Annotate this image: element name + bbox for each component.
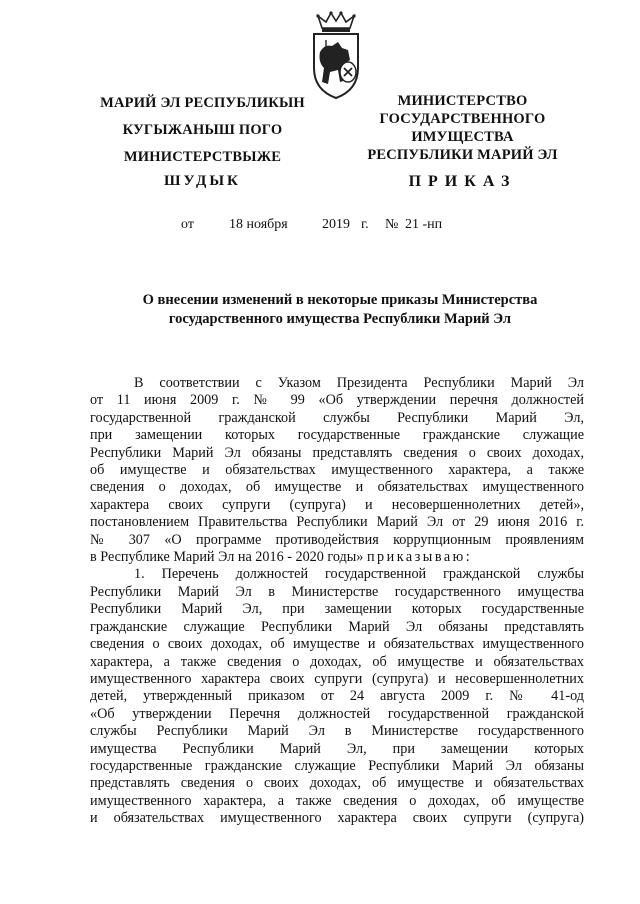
subject-line: государственного имущества Республики Марий Эл xyxy=(168,311,512,327)
body-line: Республики Марий Эл в Министерстве государственного имущества xyxy=(90,583,584,600)
body-line: «Об утверждении Перечня должностей государственной гражданской xyxy=(90,705,584,722)
date-value: 18 ноября xyxy=(229,217,288,232)
order-word: приказываю: xyxy=(366,549,473,566)
body-line: при замещении которых государственные гражданские служащие xyxy=(90,427,584,444)
body-line: 1. Перечень должностей государственной гражданской службы xyxy=(134,566,584,583)
body-line: имущественного характера, а также сведения о доходах, об имуществе xyxy=(90,792,584,809)
doc-type-marid: ШУДЫК xyxy=(164,173,241,189)
header-left-org xyxy=(90,92,315,173)
header-right-org xyxy=(355,92,570,164)
year-value: 2019 xyxy=(322,217,350,232)
header-right-line: МИНИСТЕРСТВО xyxy=(397,93,528,109)
order-subject xyxy=(80,291,600,329)
body-line: службы Республики Марий Эл в Министерстве государственного xyxy=(90,723,584,740)
body-line: имущественного характера своих супруги (супруга) и несовершеннолетних xyxy=(90,670,584,687)
year-suffix: г. xyxy=(361,217,369,232)
order-number: 21 -нп xyxy=(405,217,443,232)
body-line: сведения о доходах, об имуществе и обязательствах имущественного xyxy=(90,479,584,496)
date-from-label: от xyxy=(181,217,194,232)
body-line: Республики Марий Эл, при замещении которых государственные xyxy=(90,601,584,618)
body-line: В соответствии с Указом Президента Республики Марий Эл xyxy=(134,375,584,391)
subject-line: О внесении изменений в некоторые приказы Министерства xyxy=(142,292,538,308)
doc-type-russian: ПРИКАЗ xyxy=(408,173,517,190)
body-line: сведения о своих доходах, об имуществе и обязательствах имущественного xyxy=(90,636,584,653)
header-left-line: МАРИЙ ЭЛ РЕСПУБЛИКЫН xyxy=(100,95,305,111)
body-line xyxy=(90,549,584,566)
body-line: № 307 «О программе противодействия коррупционным проявлениям xyxy=(90,531,584,548)
body-line-text: в Республике Марий Эл на 2016 - 2020 годы» xyxy=(90,549,364,566)
header-right-line: РЕСПУБЛИКИ МАРИЙ ЭЛ xyxy=(367,147,558,163)
header-left-line: МИНИСТЕРСТВЫЖЕ xyxy=(123,149,282,165)
body-line: об имуществе и обязательствах имущественного характера, а также xyxy=(90,462,584,479)
body-line: и обязательствах имущественного характера своих супруги (супруга) xyxy=(90,810,584,827)
header-left-line: КУГЫЖАНЫШ ПОГО xyxy=(122,122,283,138)
order-body xyxy=(90,375,584,828)
body-line: характера, а также сведения о доходах, об имуществе и обязательствах xyxy=(90,653,584,670)
body-line: Республики Марий Эл обязаны представлять сведения о своих доходах, xyxy=(90,444,584,461)
body-line: представлять сведения о своих доходах, об имуществе и обязательствах xyxy=(90,775,584,792)
body-line: от 11 июня 2009 г. № 99 «Об утверждении перечня должностей xyxy=(90,392,584,409)
body-line: имущества Республики Марий Эл, при замещении которых xyxy=(90,740,584,757)
body-line: гражданские служащие Республики Марий Эл обязаны представлять xyxy=(90,618,584,635)
header-right-line: ИМУЩЕСТВА xyxy=(411,129,514,145)
number-sign: № xyxy=(385,217,399,232)
body-line: государственной гражданской службы Республики Марий Эл, xyxy=(90,409,584,426)
body-line: постановлением Правительства Республики Марий Эл от 29 июня 2016 г. xyxy=(90,514,584,531)
body-line: детей, утвержденный приказом от 24 августа 2009 г. № 41-од xyxy=(90,688,584,705)
header-right-line: ГОСУДАРСТВЕННОГО xyxy=(379,111,546,127)
body-line: характера своих супруги (супруга) и несовершеннолетних детей», xyxy=(90,496,584,513)
coat-of-arms-emblem xyxy=(304,10,368,100)
body-line: государственные гражданские служащие Республики Марий Эл обязаны xyxy=(90,757,584,774)
